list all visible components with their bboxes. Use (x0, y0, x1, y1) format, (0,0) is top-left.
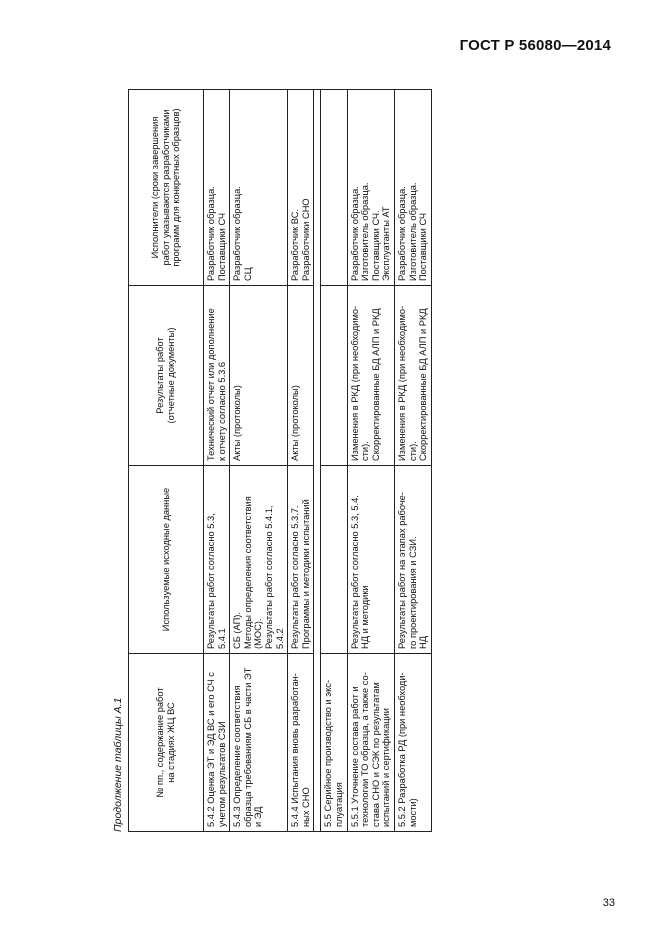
column-header-inputs (129, 466, 204, 654)
cell-text-line: Результаты работ согласно 5.4.1, (263, 505, 274, 649)
standard-header: ГОСТ Р 56080—2014 (459, 37, 611, 54)
cell-text-line: 5.4.4 Испытания вновь разработан- (290, 673, 301, 827)
cell-results (347, 286, 394, 466)
cell-performers (347, 90, 394, 286)
cell-inputs (230, 466, 288, 654)
cell-performers (230, 90, 288, 286)
cell-text-line: Результаты работ согласно 5.3, 5.4. (349, 495, 360, 649)
column-header-performers (129, 90, 204, 286)
cell-stage (321, 654, 347, 832)
cell-inputs (321, 466, 347, 654)
cell-text-line: Изготовитель образца. (407, 182, 418, 281)
cell-text-line: Используемые исходные данные (160, 487, 171, 632)
cell-text-line: Технический отчет или дополнение (206, 308, 216, 461)
cell-text-line: учетом результатов СЗИ (216, 721, 227, 827)
cell-text-line: ных СНО (300, 787, 311, 827)
cell-text-line: Разработчик образца. (206, 186, 216, 281)
cell-results (288, 286, 314, 466)
cell-stage (230, 654, 288, 832)
cell-text-line: Разработчик образца. (232, 186, 243, 281)
cell-text-line: испытаний и сертификации (381, 708, 392, 827)
cell-text-line: программ для конкретных образцов) (171, 108, 182, 267)
cell-text-line: мости) (407, 798, 418, 827)
rotated-table-region (112, 90, 478, 832)
cell-text-line: става СНО и СЭК по результатам (370, 682, 381, 827)
cell-text-line: и ЭД (253, 806, 264, 827)
column-header-stage (129, 654, 204, 832)
cell-text-line: (отчетные документы) (166, 327, 176, 424)
cell-text-line: Изменения в РКД (при необходимо- (349, 305, 360, 461)
table-row (288, 90, 314, 832)
cell-inputs (394, 466, 431, 654)
cell-text-line: на стадиях ЖЦ ВС (166, 702, 176, 783)
cell-text-line: Акты (протоколы) (232, 385, 243, 461)
cell-text-line: Результаты работ (155, 337, 166, 414)
cell-text-line: сти). (360, 441, 371, 461)
cell-text-line: технологии ТО образца, а также со- (360, 672, 371, 827)
table-row (321, 90, 347, 832)
work-stages-table (128, 89, 432, 832)
cell-text-line: Поставщики СЧ (418, 212, 429, 281)
cell-text-line: го проектирования и СЗИ. (407, 536, 418, 649)
cell-text-line: Результаты работ согласно 5.3.7. (290, 505, 301, 649)
cell-text-line: СБ (АП). (232, 612, 243, 649)
cell-text-line: 5.5 Серийное производство и экс- (323, 680, 334, 827)
cell-text-line: НД (418, 635, 429, 649)
cell-text-line: Результаты работ согласно 5.3, (206, 513, 216, 649)
cell-results (394, 286, 431, 466)
page-number: 33 (602, 897, 615, 909)
cell-text-line: СЦ (242, 267, 253, 281)
cell-text-line: 5.4.2 (274, 628, 285, 649)
cell-text-line: сти). (407, 441, 418, 461)
cell-stage (288, 654, 314, 832)
table-row (204, 90, 230, 832)
cell-results (321, 286, 347, 466)
cell-results (230, 286, 288, 466)
cell-performers (394, 90, 431, 286)
cell-text-line: № пп., содержание работ (155, 687, 166, 798)
table-header-row (129, 90, 204, 832)
cell-text-line: НД и методики (360, 585, 371, 649)
cell-inputs (204, 466, 230, 654)
cell-text-line: Разработчик ВС. (290, 209, 301, 281)
cell-text-line: Изготовитель образца. (360, 182, 371, 281)
cell-text-line: Исполнители (сроки завершения (150, 116, 161, 259)
cell-text-line: Скорректированные БД АЛП и РКД (370, 308, 381, 461)
cell-text-line: Результаты работ на этапах рабоче- (396, 492, 407, 649)
table-row (394, 90, 431, 832)
cell-stage (347, 654, 394, 832)
cell-text-line: Поставщики СЧ (216, 212, 227, 281)
cell-text-line: Акты (протоколы) (290, 385, 301, 461)
cell-text-line: Разработчик образца. (396, 186, 407, 281)
column-header-results (129, 286, 204, 466)
cell-text-line: 5.5.2 Разработка РД (при необходи- (396, 672, 407, 827)
cell-performers (204, 90, 230, 286)
cell-stage (204, 654, 230, 832)
cell-text-line: плуатация (333, 782, 344, 827)
cell-results (204, 286, 230, 466)
table-row (230, 90, 288, 832)
cell-inputs (288, 466, 314, 654)
cell-text-line: 5.4.1 (216, 628, 227, 649)
cell-text-line: (МОС). (253, 618, 264, 649)
cell-text-line: 5.5.1 Уточнение состава работ и (349, 686, 360, 827)
cell-text-line: Эксплуатанты АТ (381, 206, 392, 281)
cell-text-line: Разработчик образца. (349, 186, 360, 281)
cell-stage (394, 654, 431, 832)
cell-text-line: Разработчики СНО (300, 198, 311, 281)
cell-text-line: 5.4.2 Оценка ЭТ и ЭД ВС и его СЧ с (206, 672, 216, 827)
table-separator-row (314, 90, 321, 832)
cell-text-line: работ указываются разработчиками (160, 109, 171, 266)
cell-text-line: образца требованиям СБ в части ЭТ (242, 667, 253, 827)
cell-text-line: к отчету согласно 5.3.6 (216, 361, 227, 461)
cell-text-line: Скорректированные БД АЛП и РКД (418, 308, 429, 461)
cell-performers (288, 90, 314, 286)
cell-text-line: Изменения в РКД (при необходимо- (396, 305, 407, 461)
cell-text-line: Программы и методики испытаний (300, 499, 311, 649)
table-row (347, 90, 394, 832)
cell-performers (321, 90, 347, 286)
cell-inputs (347, 466, 394, 654)
cell-text-line: Методы определения соответствия (242, 496, 253, 649)
cell-text-line: 5.4.3 Определение соответствия (232, 685, 243, 827)
table-caption: Продолжение таблицы А.1 (112, 697, 124, 832)
cell-text-line: Поставщики СЧ. (370, 210, 381, 281)
